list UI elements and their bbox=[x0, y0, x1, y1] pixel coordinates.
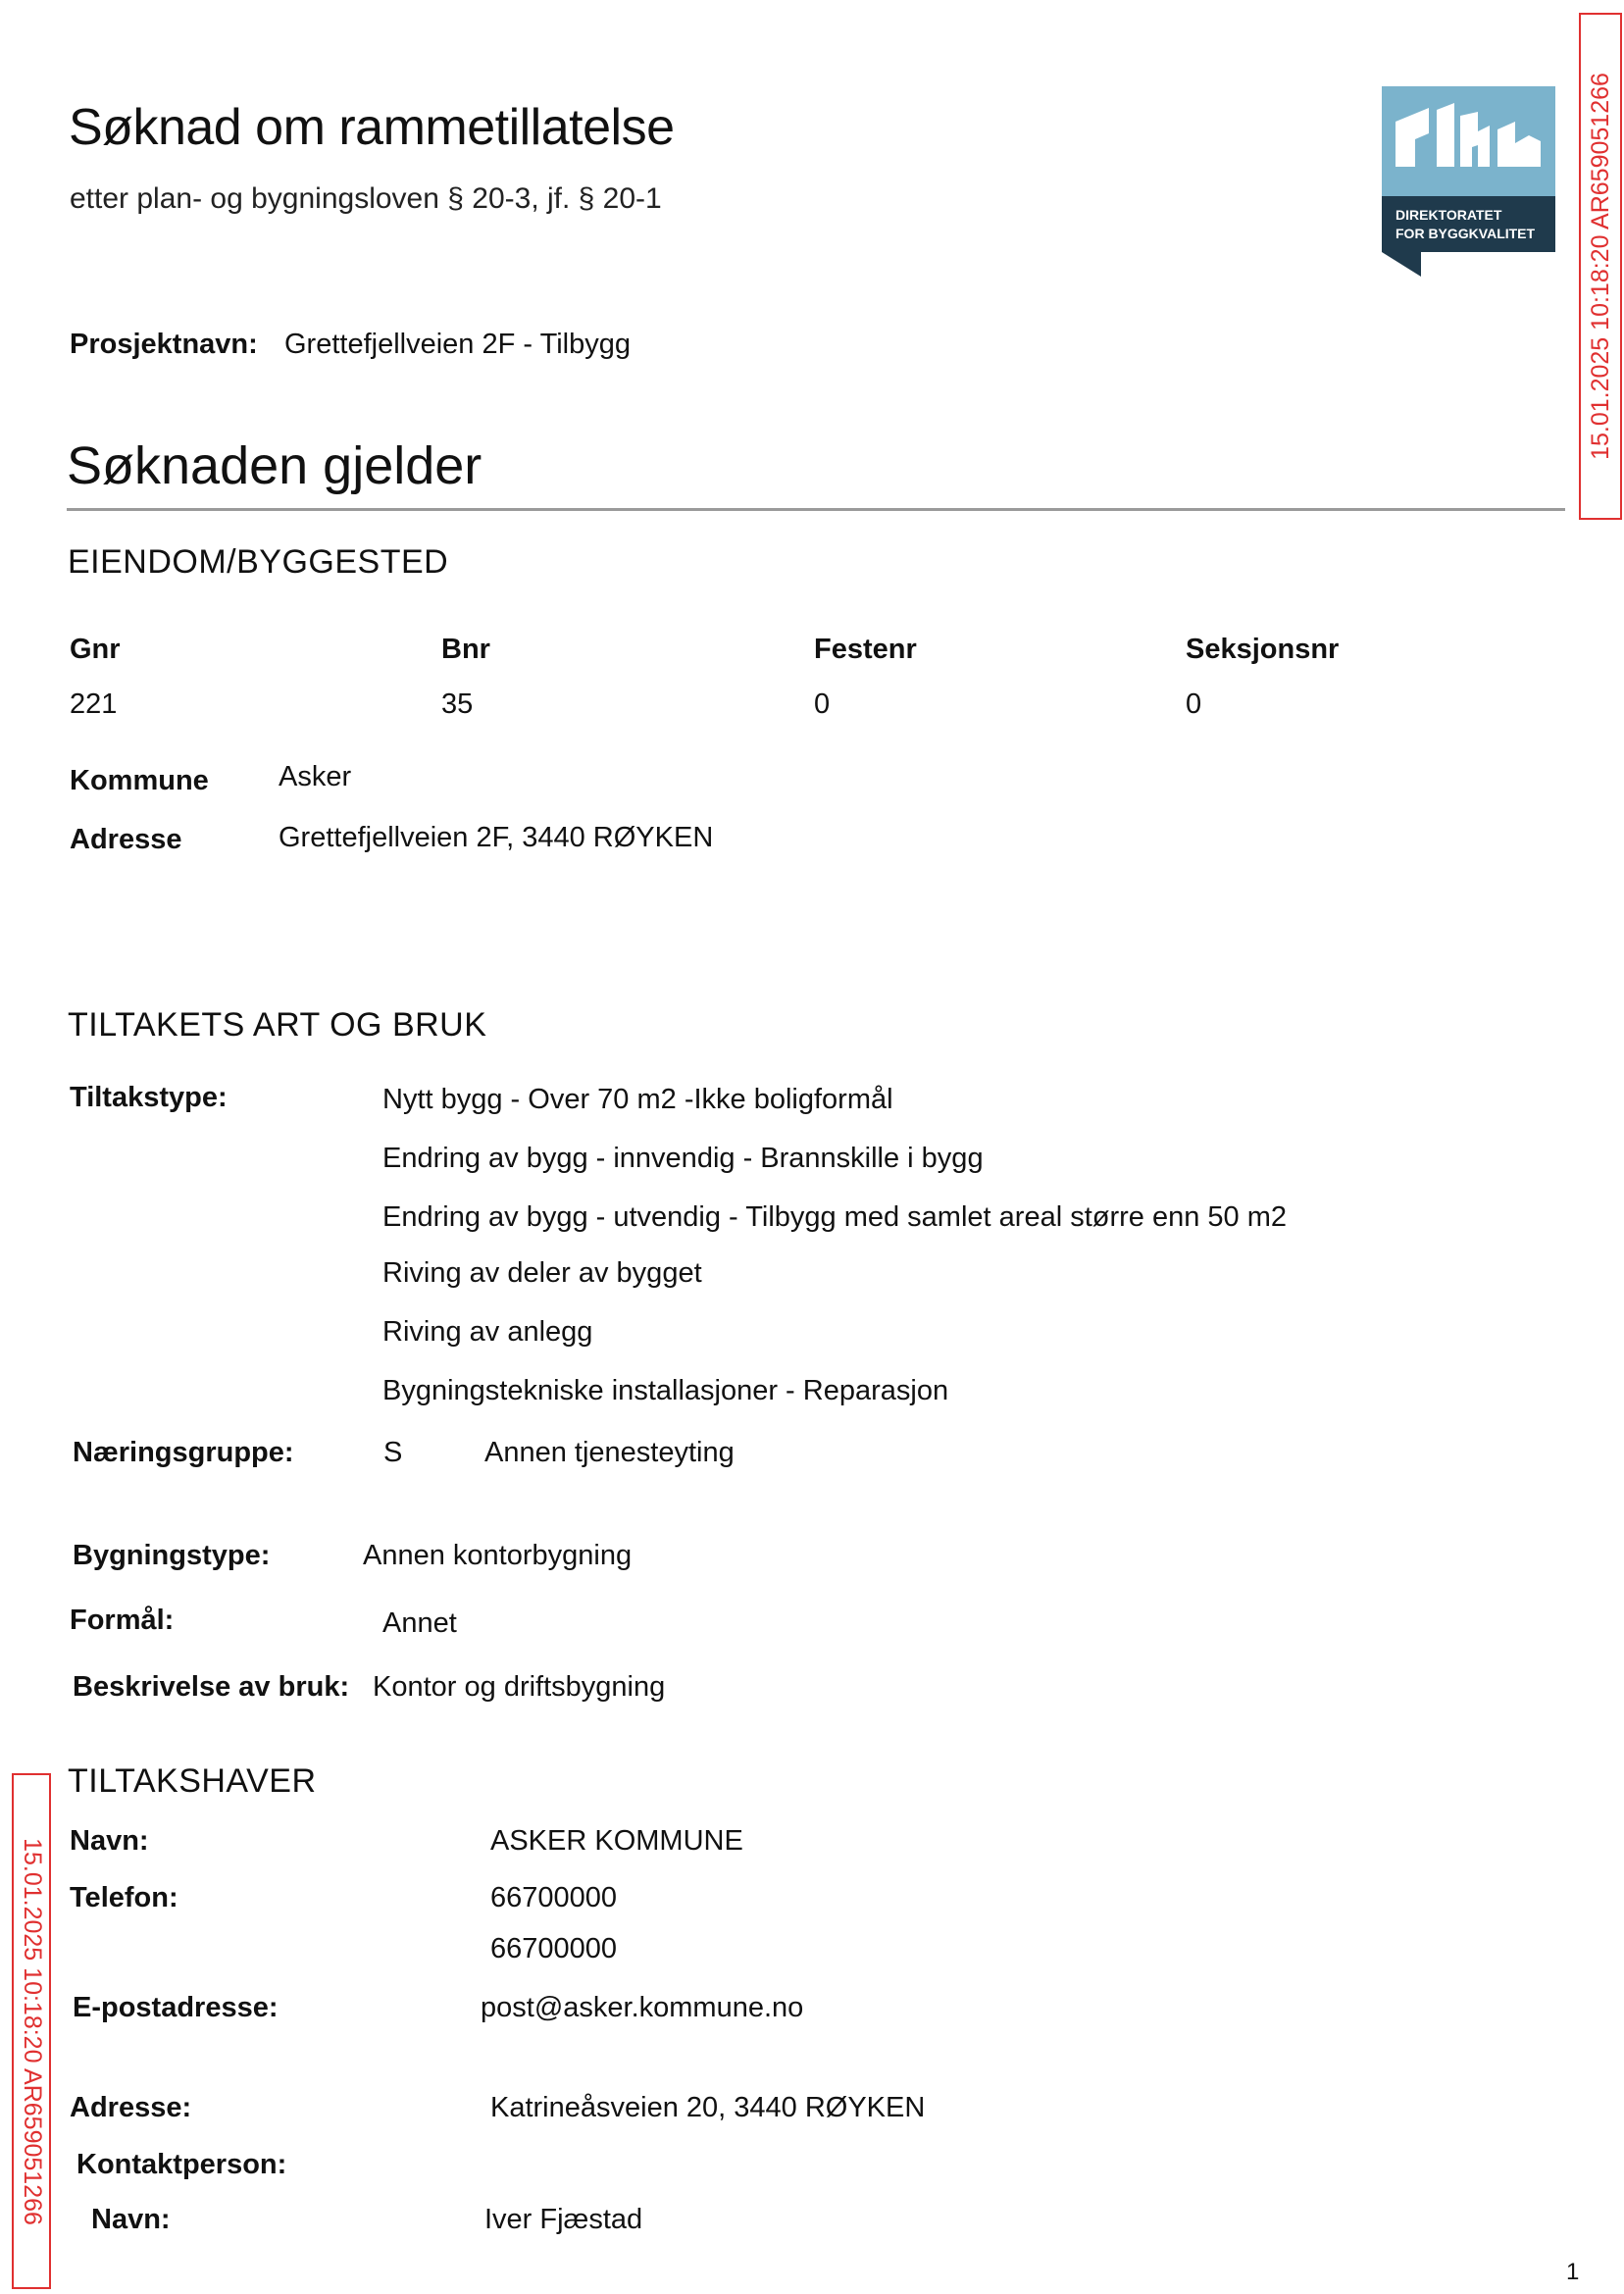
tiltakstype-item: Nytt bygg - Over 70 m2 -Ikke boligformål bbox=[382, 1084, 893, 1115]
telefon-value: 66700000 bbox=[490, 1933, 618, 1964]
bygningstype-value: Annen kontorbygning bbox=[363, 1540, 633, 1571]
project-name-value: Grettefjellveien 2F - Tilbygg bbox=[284, 329, 631, 360]
section-heading: Søknaden gjelder bbox=[67, 436, 482, 495]
bnr-value: 35 bbox=[441, 688, 474, 720]
section-divider bbox=[67, 508, 1565, 511]
logo-text-line2: FOR BYGGKVALITET bbox=[1396, 226, 1536, 241]
tiltakstype-label: Tiltakstype: bbox=[70, 1082, 228, 1113]
tiltakshaver-adresse-value: Katrineåsveien 20, 3440 RØYKEN bbox=[490, 2092, 926, 2123]
tiltakshaver-heading: TILTAKSHAVER bbox=[68, 1762, 317, 1800]
bygningstype-label: Bygningstype: bbox=[73, 1540, 271, 1571]
kontakt-navn-value: Iver Fjæstad bbox=[484, 2204, 643, 2235]
kontakt-navn-label: Navn: bbox=[91, 2204, 171, 2235]
kommune-label: Kommune bbox=[70, 765, 209, 796]
tiltakshaver-navn-label: Navn: bbox=[70, 1825, 149, 1857]
kommune-value: Asker bbox=[279, 761, 352, 792]
tiltakshaver-navn-value: ASKER KOMMUNE bbox=[490, 1825, 743, 1857]
logo-text-line1: DIREKTORATET bbox=[1396, 207, 1502, 223]
dibk-logo-graphic bbox=[1382, 86, 1555, 277]
bnr-label: Bnr bbox=[441, 634, 490, 665]
tiltakshaver-adresse-label: Adresse: bbox=[70, 2092, 192, 2123]
festenr-label: Festenr bbox=[814, 634, 917, 665]
stamp-text-bottom: 15.01.2025 10:18:20 AR659051266 bbox=[18, 1837, 46, 2225]
naeringsgruppe-label: Næringsgruppe: bbox=[73, 1437, 294, 1468]
formal-value: Annet bbox=[382, 1607, 457, 1639]
tiltakstype-item: Endring av bygg - utvendig - Tilbygg med samlet areal større enn 50 m2 bbox=[382, 1201, 1288, 1233]
dibk-logo bbox=[1382, 86, 1555, 277]
tiltak-heading: TILTAKETS ART OG BRUK bbox=[68, 1006, 487, 1044]
tiltakstype-item: Riving av anlegg bbox=[382, 1316, 593, 1348]
property-heading: EIENDOM/BYGGESTED bbox=[68, 543, 449, 581]
stamp-text-top: 15.01.2025 10:18:20 AR659051266 bbox=[1586, 73, 1614, 460]
telefon-label: Telefon: bbox=[70, 1882, 178, 1913]
adresse-value: Grettefjellveien 2F, 3440 RØYKEN bbox=[279, 822, 714, 853]
naeringsgruppe-value: Annen tjenesteyting bbox=[484, 1437, 735, 1468]
epost-value: post@asker.kommune.no bbox=[481, 1992, 804, 2023]
project-name-label: Prosjektnavn: bbox=[70, 329, 258, 360]
seksjonsnr-value: 0 bbox=[1186, 688, 1202, 720]
festenr-value: 0 bbox=[814, 688, 831, 720]
document-subtitle: etter plan- og bygningsloven § 20-3, jf. § 20-1 bbox=[70, 182, 662, 215]
tiltakstype-item: Bygningstekniske installasjoner - Reparasjon bbox=[382, 1375, 949, 1406]
timestamp-stamp-bottom bbox=[12, 1773, 51, 2289]
page-number: 1 bbox=[1566, 2259, 1580, 2285]
timestamp-stamp-top bbox=[1579, 13, 1622, 520]
beskrivelse-value: Kontor og driftsbygning bbox=[373, 1671, 666, 1703]
gnr-label: Gnr bbox=[70, 634, 121, 665]
beskrivelse-label: Beskrivelse av bruk: bbox=[73, 1671, 350, 1703]
document-title: Søknad om rammetillatelse bbox=[69, 99, 675, 156]
gnr-value: 221 bbox=[70, 688, 118, 720]
adresse-label: Adresse bbox=[70, 824, 182, 855]
kontaktperson-label: Kontaktperson: bbox=[76, 2149, 287, 2180]
naeringsgruppe-code: S bbox=[383, 1437, 403, 1468]
seksjonsnr-label: Seksjonsnr bbox=[1186, 634, 1340, 665]
epost-label: E-postadresse: bbox=[73, 1992, 279, 2023]
tiltakstype-item: Riving av deler av bygget bbox=[382, 1257, 702, 1289]
formal-label: Formål: bbox=[70, 1605, 175, 1636]
telefon-value: 66700000 bbox=[490, 1882, 618, 1913]
tiltakstype-item: Endring av bygg - innvendig - Brannskille i bygg bbox=[382, 1143, 984, 1174]
